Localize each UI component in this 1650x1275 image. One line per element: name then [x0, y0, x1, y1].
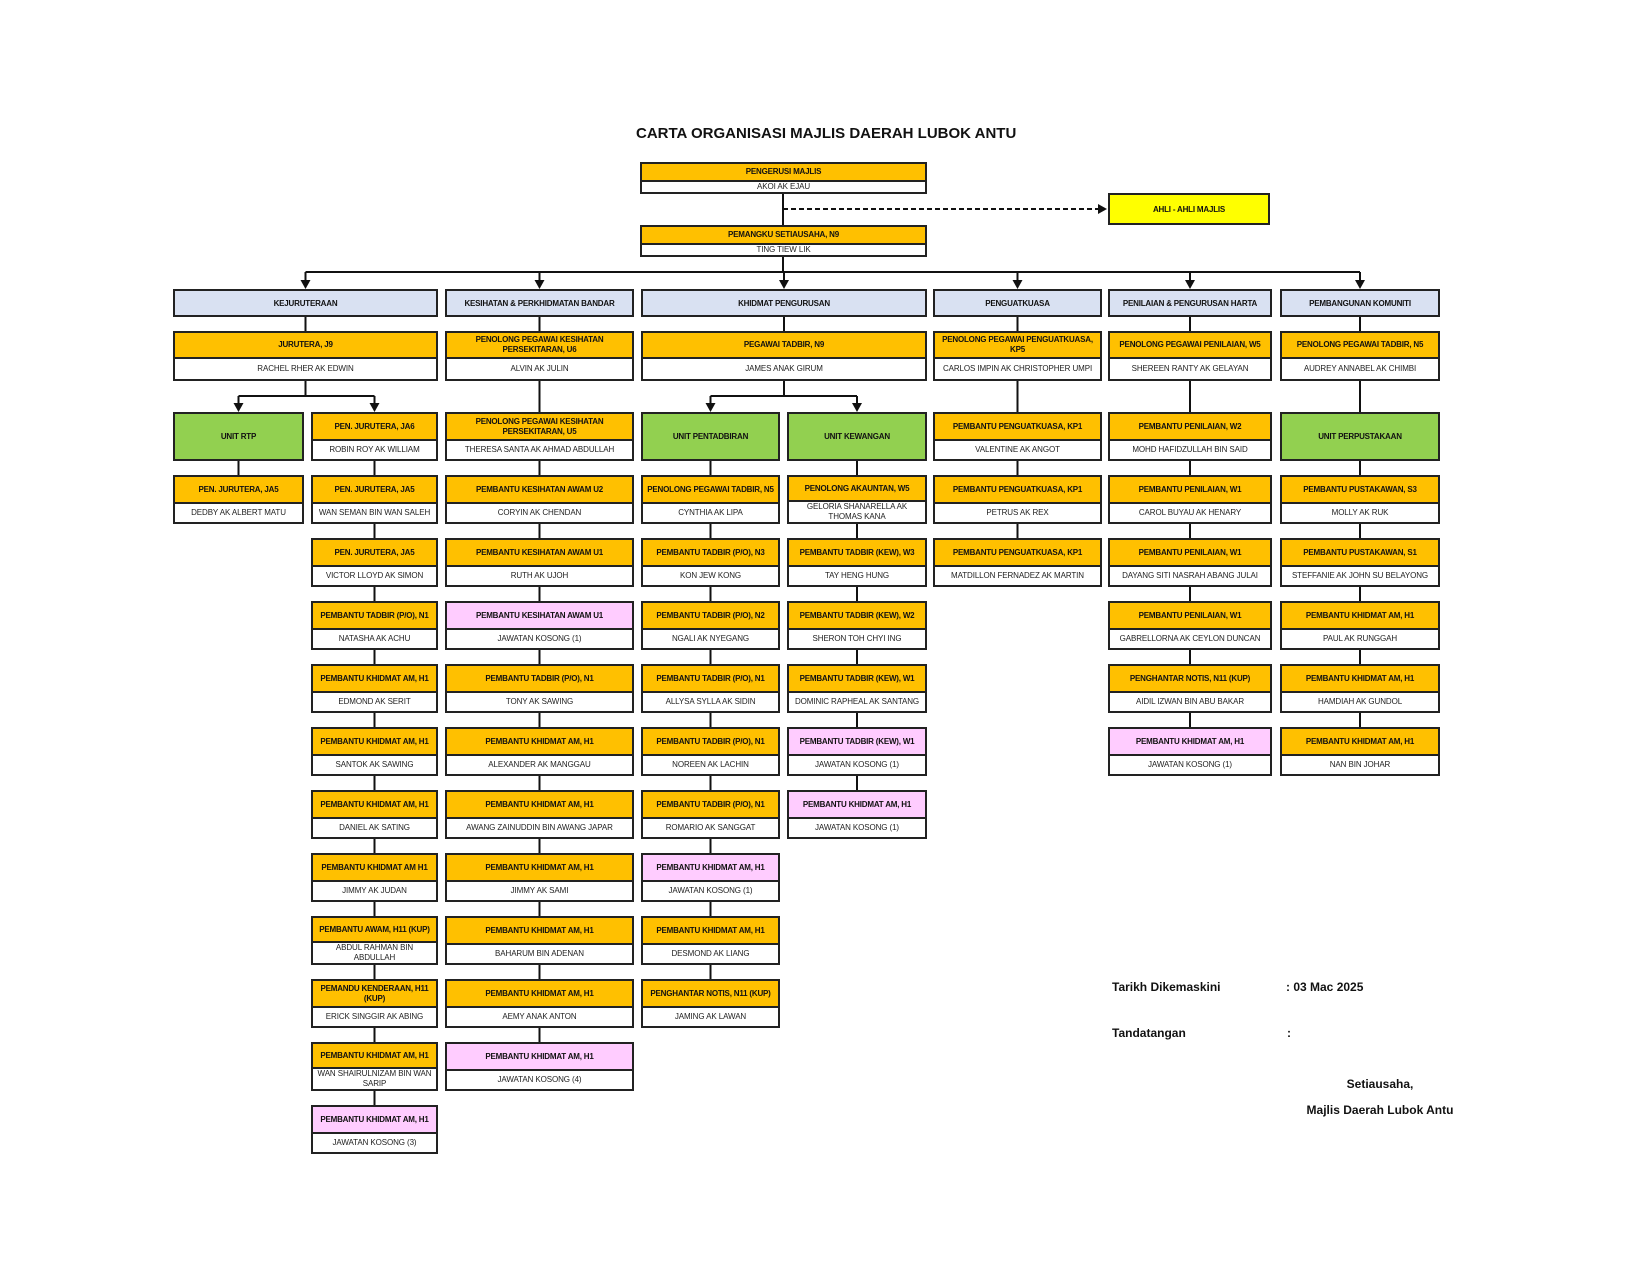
position-title: PEMBANTU TADBIR (P/O), N1	[643, 729, 778, 756]
position-title: PEMBANTU KHIDMAT AM, H1	[313, 666, 436, 693]
staff-name: DOMINIC RAPHEAL AK SANTANG	[794, 697, 920, 706]
unit-box	[173, 412, 304, 461]
signer-org: Majlis Daerah Lubok Antu	[1306, 1103, 1454, 1117]
staff-name: JAMING AK LAWAN	[674, 1012, 747, 1021]
vacant-position-box	[1108, 727, 1272, 776]
position-title: PENGHANTAR NOTIS, N11 (KUP)	[643, 981, 778, 1008]
position-box	[933, 475, 1102, 524]
position-box	[641, 727, 780, 776]
position-title: PEMBANTU PUSTAKAWAN, S1	[1282, 540, 1438, 567]
position-title: PENGERUSI MAJLIS	[642, 164, 925, 182]
staff-name: SANTOK AK SAWING	[335, 760, 414, 769]
staff-name: NATASHA AK ACHU	[338, 634, 411, 643]
position-box	[311, 475, 438, 524]
department-box	[445, 289, 634, 317]
position-box	[445, 727, 634, 776]
staff-name: AWANG ZAINUDDIN BIN AWANG JAPAR	[466, 823, 613, 832]
staff-name: WAN SEMAN BIN WAN SALEH	[318, 508, 431, 517]
position-title: PEMBANTU AWAM, H11 (KUP)	[313, 918, 436, 943]
staff-name: ROMARIO AK SANGGAT	[665, 823, 756, 832]
staff-name: CAROL BUYAU AK HENARY	[1138, 508, 1242, 517]
unit-box	[787, 412, 927, 461]
position-title: PEMBANTU KHIDMAT AM, H1	[313, 1107, 436, 1134]
position-title: PEMBANTU KHIDMAT AM, H1	[643, 855, 778, 882]
staff-name: CARLOS IMPIN AK CHRISTOPHER UMPI	[942, 364, 1093, 373]
arrow-head-icon	[706, 403, 716, 412]
position-title: PEMBANTU TADBIR (P/O), N1	[643, 666, 778, 693]
position-title: JURUTERA, J9	[175, 333, 436, 359]
department-box-label: KESIHATAN & PERKHIDMATAN BANDAR	[464, 298, 615, 308]
staff-name: JAWATAN KOSONG (3)	[332, 1138, 417, 1147]
position-title: PEMBANTU TADBIR (KEW), W1	[789, 666, 925, 693]
staff-name: JAWATAN KOSONG (1)	[668, 886, 753, 895]
position-box	[445, 979, 634, 1028]
position-box	[787, 538, 927, 587]
staff-name: RACHEL RHER AK EDWIN	[257, 364, 354, 373]
staff-name: DESMOND AK LIANG	[671, 949, 750, 958]
staff-name: GABRELLORNA AK CEYLON DUNCAN	[1119, 634, 1261, 643]
vacant-position-box	[311, 1105, 438, 1154]
position-box	[1108, 538, 1272, 587]
staff-name: CORYIN AK CHENDAN	[497, 508, 582, 517]
chairman-box	[640, 162, 927, 194]
department-box	[1280, 289, 1440, 317]
staff-name: JIMMY AK SAMI	[510, 886, 569, 895]
position-box	[311, 727, 438, 776]
staff-name: TONY AK SAWING	[505, 697, 574, 706]
position-box	[311, 790, 438, 839]
position-box	[445, 475, 634, 524]
position-title: PEMANDU KENDERAAN, H11 (KUP)	[313, 981, 436, 1008]
department-box-label: PENGUATKUASA	[985, 298, 1050, 308]
position-box	[1108, 475, 1272, 524]
unit-box-label: UNIT KEWANGAN	[824, 432, 890, 441]
staff-name: WAN SHAIRULNIZAM BIN WAN SARIP	[317, 1069, 432, 1088]
staff-name: ALLYSA SYLLA AK SIDIN	[665, 697, 756, 706]
staff-name: JAWATAN KOSONG (1)	[1148, 760, 1232, 769]
position-box	[445, 853, 634, 902]
position-title: PEMBANTU KHIDMAT AM, H1	[313, 729, 436, 756]
position-title: PEMBANTU PENILAIAN, W1	[1110, 603, 1270, 630]
staff-name: MATDILLON FERNADEZ AK MARTIN	[951, 571, 1084, 580]
position-title: PEMBANTU TADBIR (P/O), N1	[313, 603, 436, 630]
position-title: PEGAWAI TADBIR, N9	[643, 333, 925, 359]
unit-box-label: UNIT PERPUSTAKAAN	[1318, 432, 1402, 441]
arrow-head-icon	[370, 403, 380, 412]
position-title: PENOLONG PEGAWAI PENILAIAN, W5	[1110, 333, 1270, 359]
position-title: PEMBANTU PENILAIAN, W2	[1110, 414, 1270, 441]
staff-name: PETRUS AK REX	[986, 508, 1049, 517]
position-box	[311, 601, 438, 650]
position-title: PEMBANTU PENGUATKUASA, KP1	[935, 477, 1100, 504]
position-title: PEMBANTU PUSTAKAWAN, S3	[1282, 477, 1438, 504]
position-box	[445, 412, 634, 461]
position-box	[1108, 601, 1272, 650]
staff-name: PAUL AK RUNGGAH	[1322, 634, 1398, 643]
position-title: PEMBANTU KHIDMAT AM, H1	[789, 792, 925, 819]
position-box	[311, 412, 438, 461]
arrow-head-icon	[535, 280, 545, 289]
position-box	[787, 664, 927, 713]
department-head-box	[1280, 331, 1440, 381]
arrow-head-icon	[1013, 280, 1023, 289]
staff-name: KON JEW KONG	[679, 571, 742, 580]
unit-box-label: UNIT PENTADBIRAN	[672, 432, 749, 441]
staff-name: BAHARUM BIN ADENAN	[495, 949, 584, 958]
position-title: PENOLONG PEGAWAI PENGUATKUASA, KP5	[935, 333, 1100, 359]
department-box-label: KHIDMAT PENGURUSAN	[738, 298, 830, 308]
position-box	[1280, 475, 1440, 524]
position-title: PEN. JURUTERA, JA5	[313, 477, 436, 504]
position-title: PEMBANTU TADBIR (KEW), W3	[789, 540, 925, 567]
staff-name: MOHD HAFIDZULLAH BIN SAID	[1132, 445, 1248, 454]
department-head-box	[1108, 331, 1272, 381]
position-title: PEMANGKU SETIAUSAHA, N9	[642, 227, 925, 245]
position-title: PENGHANTAR NOTIS, N11 (KUP)	[1110, 666, 1270, 693]
staff-name: DEDBY AK ALBERT MATU	[191, 508, 286, 517]
position-title: PENOLONG AKAUNTAN, W5	[789, 477, 925, 502]
position-title: PEN. JURUTERA, JA5	[313, 540, 436, 567]
date-label: Tarikh Dikemaskini	[1112, 980, 1221, 994]
staff-name: NGALI AK NYEGANG	[671, 634, 750, 643]
department-box-label: PEMBANGUNAN KOMUNITI	[1309, 298, 1411, 308]
staff-name: TAY HENG HUNG	[824, 571, 890, 580]
department-box-label: PENILAIAN & PENGURUSAN HARTA	[1122, 298, 1258, 308]
arrow-head-icon	[1185, 280, 1195, 289]
staff-name: NAN BIN JOHAR	[1329, 760, 1391, 769]
position-box	[1108, 664, 1272, 713]
position-title: PEN. JURUTERA, JA5	[175, 477, 302, 504]
position-box	[641, 601, 780, 650]
position-title: PEMBANTU KHIDMAT AM, H1	[447, 855, 632, 882]
position-box	[787, 601, 927, 650]
position-title: PEMBANTU KHIDMAT AM, H1	[447, 918, 632, 945]
position-title: PEMBANTU TADBIR (P/O), N1	[643, 792, 778, 819]
position-box	[1280, 727, 1440, 776]
position-title: PENOLONG PEGAWAI TADBIR, N5	[643, 477, 778, 504]
position-box	[311, 1042, 438, 1091]
staff-name: CYNTHIA AK LIPA	[678, 508, 743, 517]
arrow-head-icon	[1355, 280, 1365, 289]
staff-name: STEFFANIE AK JOHN SU BELAYONG	[1291, 571, 1429, 580]
staff-name: ROBIN ROY AK WILLIAM	[329, 445, 420, 454]
position-title: PEMBANTU KESIHATAN AWAM U2	[447, 477, 632, 504]
position-box	[641, 475, 780, 524]
position-title: PEMBANTU KHIDMAT AM, H1	[447, 981, 632, 1008]
position-box	[311, 979, 438, 1028]
position-title: PEMBANTU PENILAIAN, W1	[1110, 477, 1270, 504]
staff-name: THERESA SANTA AK AHMAD ABDULLAH	[464, 445, 615, 454]
position-title: PENOLONG PEGAWAI TADBIR, N5	[1282, 333, 1438, 359]
staff-name: VALENTINE AK ANGOT	[975, 445, 1060, 454]
staff-name: SHERON TOH CHYI ING	[812, 634, 902, 643]
staff-name: RUTH AK UJOH	[510, 571, 569, 580]
department-head-box	[641, 331, 927, 381]
staff-name: ERICK SINGGIR AK ABING	[325, 1012, 424, 1021]
position-title: PEMBANTU TADBIR (KEW), W1	[789, 729, 925, 756]
position-title: PEMBANTU TADBIR (P/O), N2	[643, 603, 778, 630]
position-box	[933, 538, 1102, 587]
department-box	[933, 289, 1102, 317]
arrow-head-icon	[852, 403, 862, 412]
position-box	[641, 538, 780, 587]
position-title: PEMBANTU TADBIR (KEW), W2	[789, 603, 925, 630]
unit-box	[641, 412, 780, 461]
unit-box-label: UNIT RTP	[220, 432, 257, 441]
arrow-head-icon	[1098, 204, 1107, 214]
arrow-head-icon	[234, 403, 244, 412]
staff-name: ALEXANDER AK MANGGAU	[488, 760, 591, 769]
arrow-head-icon	[301, 280, 311, 289]
position-title: PEMBANTU KHIDMAT AM, H1	[1282, 666, 1438, 693]
position-title: PEMBANTU KHIDMAT AM, H1	[313, 792, 436, 819]
staff-name: NOREEN AK LACHIN	[672, 760, 749, 769]
position-box	[445, 916, 634, 965]
position-box	[311, 538, 438, 587]
staff-name: ABDUL RAHMAN BIN ABDULLAH	[335, 943, 414, 962]
department-box-label: KEJURUTERAAN	[273, 298, 338, 308]
staff-name: JAWATAN KOSONG (1)	[815, 760, 899, 769]
council-members-box	[1108, 193, 1270, 225]
department-box	[1108, 289, 1272, 317]
position-title: PEMBANTU TADBIR (P/O), N1	[447, 666, 632, 693]
position-title: PEMBANTU KHIDMAT AM, H1	[1282, 729, 1438, 756]
department-head-box	[445, 331, 634, 381]
signer-title: Setiausaha,	[1346, 1077, 1414, 1091]
signature-colon: :	[1287, 1026, 1291, 1040]
signature-label: Tandatangan	[1112, 1026, 1186, 1040]
position-box	[641, 790, 780, 839]
staff-name: JAWATAN KOSONG (4)	[497, 1075, 582, 1084]
unit-box	[1280, 412, 1440, 461]
staff-name: AUDREY ANNABEL AK CHIMBI	[1303, 364, 1417, 373]
position-title: PENOLONG PEGAWAI KESIHATAN PERSEKITARAN, U6	[447, 333, 632, 359]
position-box	[641, 979, 780, 1028]
position-title: PEMBANTU KHIDMAT AM, H1	[447, 729, 632, 756]
position-box	[311, 853, 438, 902]
position-title: PEMBANTU KHIDMAT AM, H1	[643, 918, 778, 945]
position-title: PEMBANTU KHIDMAT AM, H1	[313, 1044, 436, 1069]
position-box	[641, 664, 780, 713]
position-box	[445, 538, 634, 587]
staff-name: JAWATAN KOSONG (1)	[497, 634, 582, 643]
position-box	[1108, 412, 1272, 461]
staff-name: DANIEL AK SATING	[339, 823, 410, 832]
staff-name: AIDIL IZWAN BIN ABU BAKAR	[1135, 697, 1245, 706]
date-value: : 03 Mac 2025	[1286, 980, 1364, 994]
staff-name: AKOI AK EJAU	[756, 182, 811, 191]
arrow-head-icon	[779, 280, 789, 289]
position-box	[1280, 538, 1440, 587]
staff-name: DAYANG SITI NASRAH ABANG JULAI	[1122, 571, 1258, 580]
position-box	[311, 916, 438, 965]
staff-name: EDMOND AK SERIT	[338, 697, 411, 706]
vacant-position-box	[641, 853, 780, 902]
staff-name: ALVIN AK JULIN	[510, 364, 569, 373]
council-members-box-label: AHLI - AHLI MAJLIS	[1152, 204, 1226, 214]
chart-title-text: CARTA ORGANISASI MAJLIS DAERAH LUBOK ANTU	[636, 125, 1017, 142]
position-box	[1280, 664, 1440, 713]
position-title: PEMBANTU KESIHATAN AWAM U1	[447, 540, 632, 567]
staff-name: GELORIA SHANARELLA AK THOMAS KANA	[806, 502, 908, 521]
vacant-position-box	[445, 1042, 634, 1091]
position-title: PEN. JURUTERA, JA6	[313, 414, 436, 441]
staff-name: TING TIEW LIK	[756, 245, 811, 254]
staff-name: JAWATAN KOSONG (1)	[815, 823, 899, 832]
staff-name: AEMY ANAK ANTON	[502, 1012, 577, 1021]
position-box	[933, 412, 1102, 461]
staff-name: SHEREEN RANTY AK GELAYAN	[1131, 364, 1249, 373]
department-box	[641, 289, 927, 317]
position-title: PEMBANTU KESIHATAN AWAM U1	[447, 603, 632, 630]
position-title: PEMBANTU PENGUATKUASA, KP1	[935, 414, 1100, 441]
position-box	[173, 475, 304, 524]
position-title: PEMBANTU KHIDMAT AM H1	[313, 855, 436, 882]
position-box	[787, 475, 927, 524]
position-box	[445, 664, 634, 713]
position-title: PEMBANTU KHIDMAT AM, H1	[1110, 729, 1270, 756]
position-title: PEMBANTU KHIDMAT AM, H1	[1282, 603, 1438, 630]
position-title: PEMBANTU PENILAIAN, W1	[1110, 540, 1270, 567]
vacant-position-box	[787, 790, 927, 839]
staff-name: MOLLY AK RUK	[1331, 508, 1389, 517]
position-title: PEMBANTU KHIDMAT AM, H1	[447, 1044, 632, 1071]
position-box	[641, 916, 780, 965]
staff-name: VICTOR LLOYD AK SIMON	[325, 571, 424, 580]
position-title: PEMBANTU KHIDMAT AM, H1	[447, 792, 632, 819]
position-title: PEMBANTU TADBIR (P/O), N3	[643, 540, 778, 567]
staff-name: JAMES ANAK GIRUM	[745, 364, 823, 373]
vacant-position-box	[445, 601, 634, 650]
position-box	[445, 790, 634, 839]
staff-name: JIMMY AK JUDAN	[342, 886, 407, 895]
department-head-box	[173, 331, 438, 381]
position-box	[311, 664, 438, 713]
department-head-box	[933, 331, 1102, 381]
vacant-position-box	[787, 727, 927, 776]
position-title: PEMBANTU PENGUATKUASA, KP1	[935, 540, 1100, 567]
staff-name: HAMDIAH AK GUNDOL	[1317, 697, 1403, 706]
position-box	[1280, 601, 1440, 650]
department-box	[173, 289, 438, 317]
position-title: PENOLONG PEGAWAI KESIHATAN PERSEKITARAN, U5	[447, 414, 632, 441]
secretary-box	[640, 225, 927, 257]
